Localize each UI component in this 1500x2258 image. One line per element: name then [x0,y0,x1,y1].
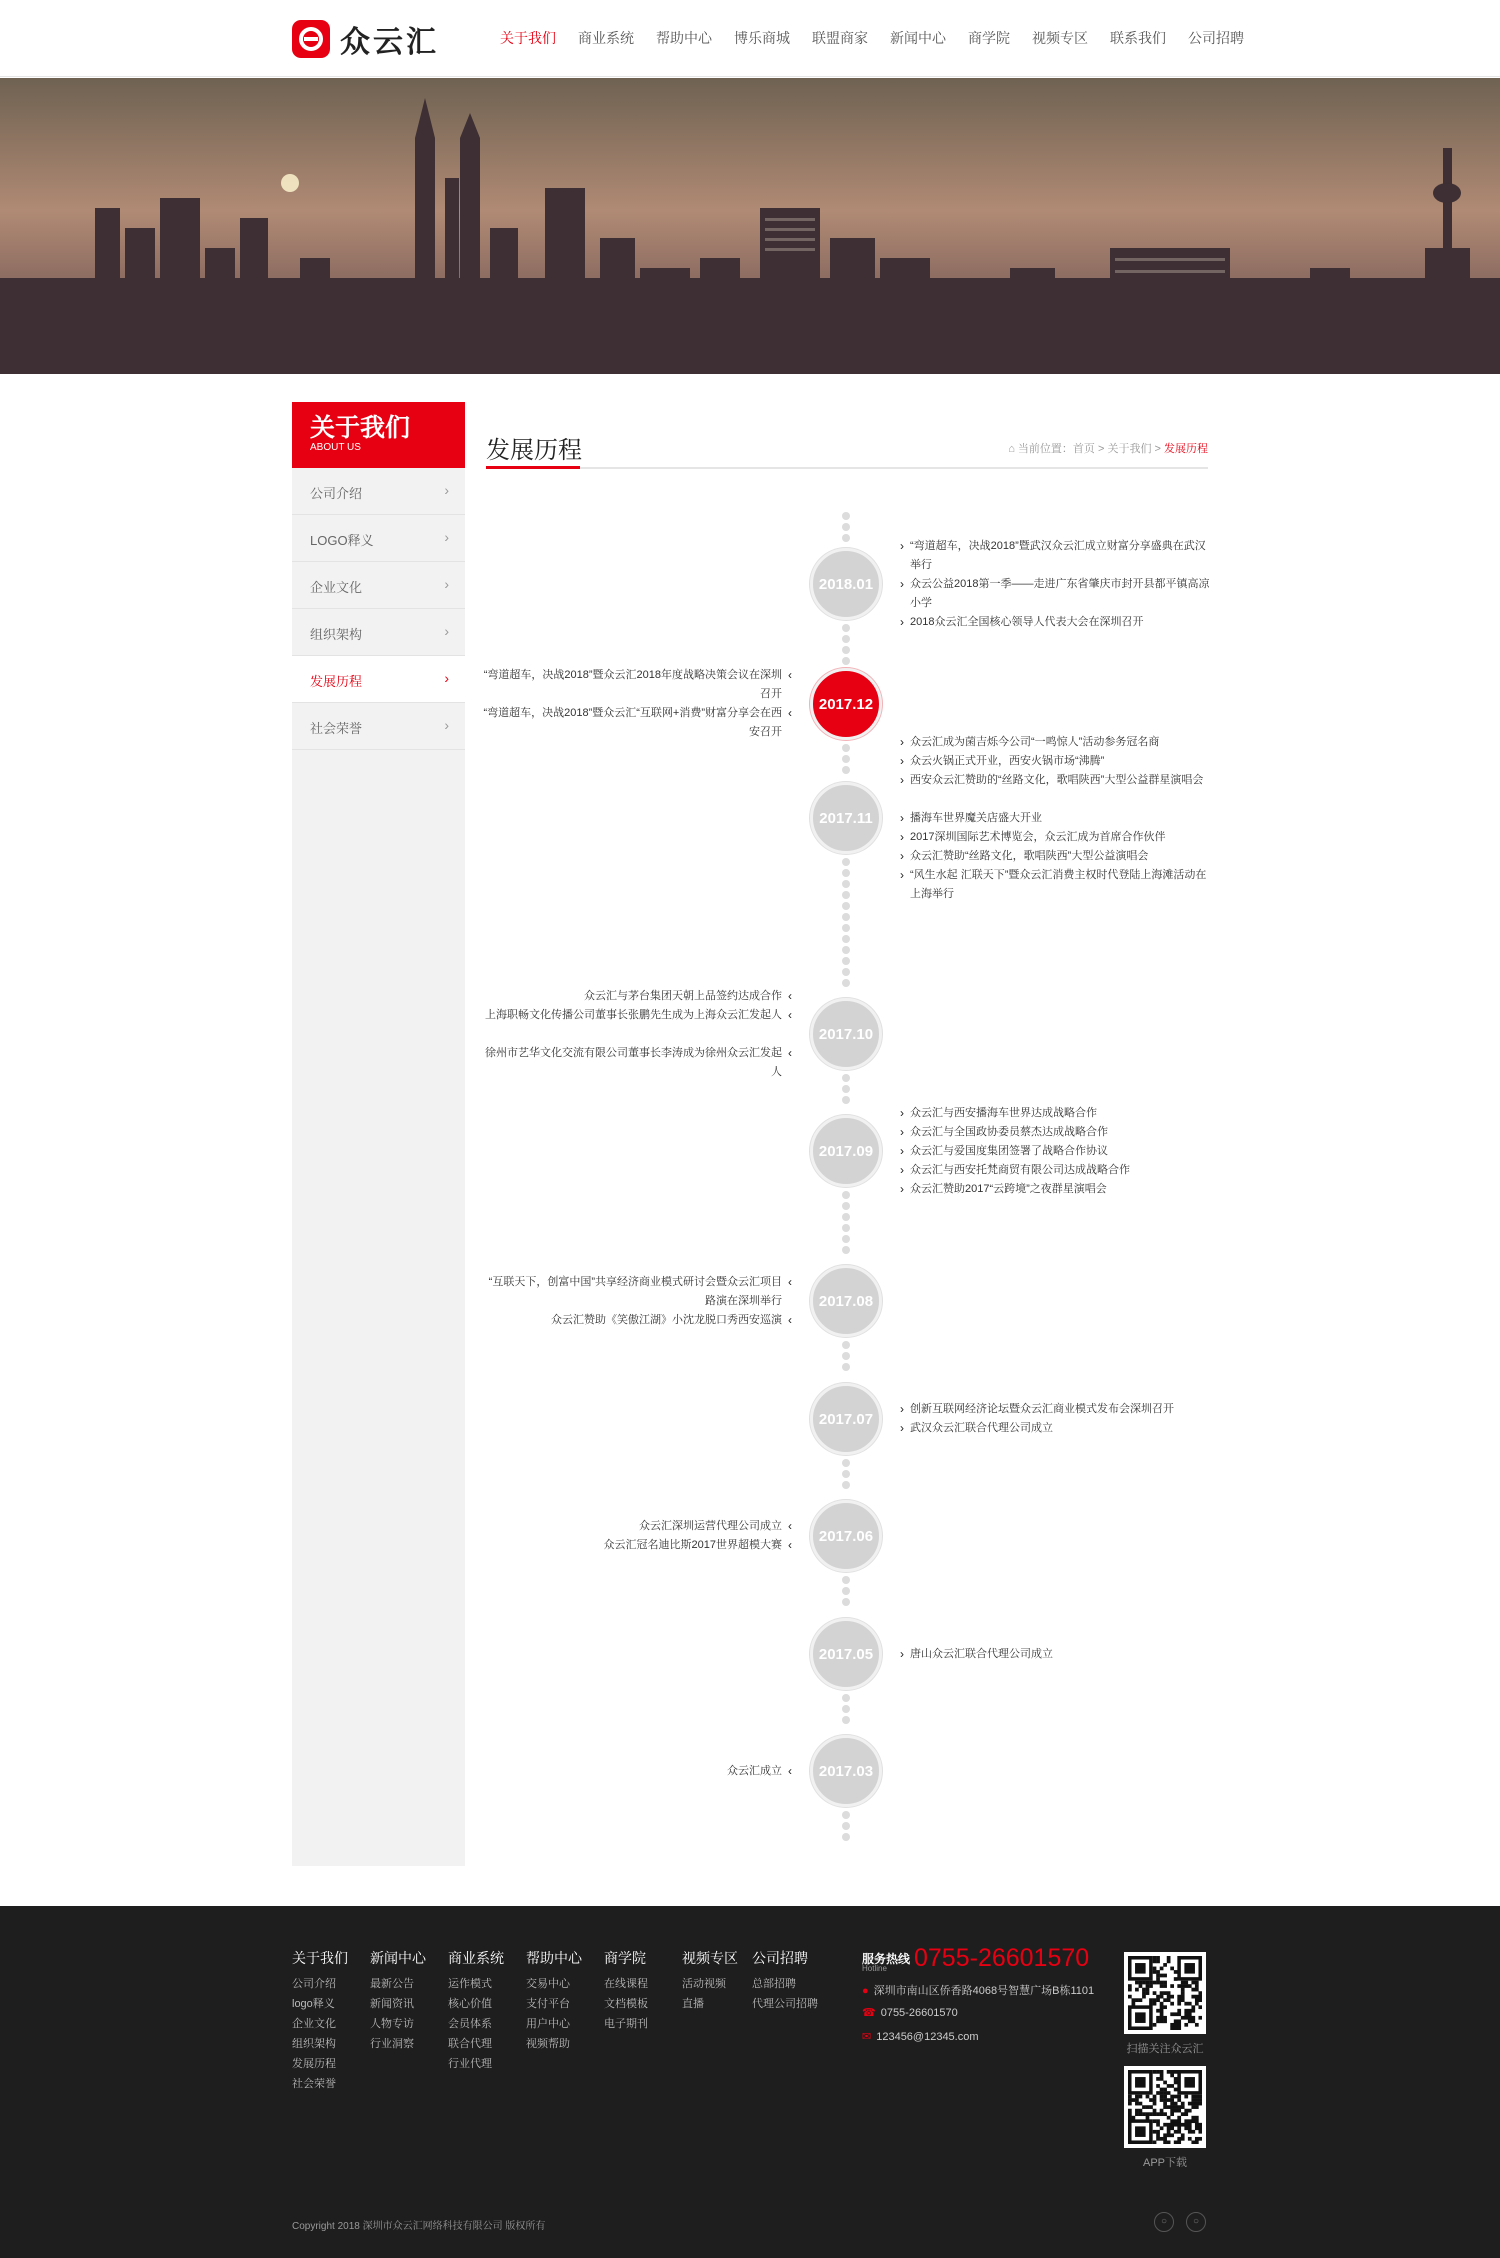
timeline-dot [842,913,850,921]
timeline-dot [842,1352,850,1360]
phone-text: 0755-26601570 [880,2007,958,2019]
timeline-event-text: 众云汇成为菌吉烁今公司“一鸣惊人”活动参务冠名商 [910,735,1160,748]
footer-link[interactable]: 组织架构 [292,2038,336,2050]
chevron-right-icon: › [900,848,904,863]
timeline-dot [842,1246,850,1254]
chevron-left-icon: ‹ [788,988,792,1003]
breadcrumb-home[interactable]: 首页 [1072,443,1095,455]
footer-link[interactable]: 会员体系 [448,2018,492,2030]
email-line [862,2030,979,2043]
timeline-dot [842,1224,850,1232]
timeline-event-text: 众云汇与西安托梵商贸有限公司达成战略合作 [910,1163,1130,1176]
timeline-dot [842,1716,850,1724]
footer-column-title[interactable]: 视频专区 [682,1950,738,1966]
sidebar-item-3[interactable] [292,609,465,656]
timeline-event-text: 众云汇与爱国度集团签署了战略合作协议 [910,1144,1108,1157]
timeline-dot [842,1694,850,1702]
breadcrumb-current: 发展历程 [1164,443,1208,455]
chevron-right-icon: › [444,623,449,639]
timeline-event [900,1104,1210,1123]
timeline-event-text: 众云汇赞助2017“云跨境”之夜群星演唱会 [910,1182,1107,1195]
footer-link[interactable]: 核心价值 [448,1998,492,2010]
footer-link[interactable]: 企业文化 [292,2018,336,2030]
timeline-event-text: 武汉众云汇联合代理公司成立 [910,1422,1053,1434]
chevron-right-icon: › [444,717,449,733]
footer-link[interactable]: 社会荣誉 [292,2078,336,2090]
timeline-dot [842,523,850,531]
timeline-dot [842,968,850,976]
chevron-right-icon: › [900,614,904,629]
sidebar-header [292,402,465,468]
footer-link[interactable]: 交易中心 [526,1978,570,1990]
timeline-event [900,866,1210,904]
footer-link[interactable]: 联合代理 [448,2038,492,2050]
timeline-event-text: 众云汇与西安播海车世界达成战略合作 [910,1106,1097,1119]
timeline-event [482,1517,792,1536]
sidebar-item-1[interactable] [292,515,465,562]
timeline-event-text: 众云火锅正式开业，西安火锅市场“沸腾” [910,754,1105,767]
timeline-event [482,1311,792,1330]
main-nav [500,28,1266,48]
timeline-date-node: 2017.06 [810,1500,882,1572]
timeline-dot [842,880,850,888]
timeline-event [482,1762,792,1781]
nav-item-2[interactable]: 帮助中心 [656,30,712,46]
footer-link[interactable]: 活动视频 [682,1978,726,1990]
app-qr-code [1124,2066,1206,2148]
footer-column [752,1948,818,2014]
timeline-date-node: 2017.03 [810,1735,882,1807]
timeline-event-text: “弯道超车，决战2018”暨众云汇2018年度战略决策会议在深圳召开 [483,669,782,700]
footer-link[interactable]: 运作模式 [448,1978,492,1990]
chevron-left-icon: ‹ [788,1045,792,1060]
footer-link[interactable]: 在线课程 [604,1978,648,1990]
city-skyline-image [0,78,1500,374]
chevron-right-icon: › [900,734,904,749]
timeline-dot [842,1598,850,1606]
timeline-dot [842,744,850,752]
email-text: 123456@12345.com [876,2031,979,2043]
chevron-right-icon: › [900,538,904,553]
timeline-dot [842,755,850,763]
page-title: 发展历程 [486,437,582,464]
timeline-dot [842,902,850,910]
footer-link[interactable]: 总部招聘 [752,1978,796,1990]
timeline-event [900,733,1210,752]
weibo-icon[interactable]: ○ [1186,2212,1206,2232]
timeline-event [482,1536,792,1555]
timeline-event-text: 2017深圳国际艺术博览会，众云汇成为首席合作伙伴 [910,830,1166,843]
footer [0,1906,1500,2258]
timeline-event-text: 众云公益2018第一季——走进广东省肇庆市封开县都平镇高凉小学 [910,577,1210,609]
chevron-left-icon: ‹ [788,1763,792,1778]
timeline-event [900,1180,1210,1199]
timeline-event [900,1123,1210,1142]
timeline-event-text: “弯道超车，决战2018”暨众云汇“互联网+消费”财富分享会在西安召开 [483,707,782,738]
timeline-dot [842,512,850,520]
chevron-right-icon: › [900,1105,904,1120]
breadcrumb-prefix: 当前位置： [1017,443,1073,455]
footer-link[interactable]: 支付平台 [526,1998,570,2010]
timeline-event-text: 播海车世界魔关店盛大开业 [910,811,1042,824]
timeline-dot [842,858,850,866]
footer-link[interactable]: 直播 [682,1998,704,2010]
sidebar-item-label: 社会荣誉 [310,721,363,736]
sidebar-title: 关于我们 [310,414,411,442]
timeline-event [482,1273,792,1311]
timeline-dot [842,935,850,943]
wechat-icon[interactable]: ○ [1154,2212,1174,2232]
timeline-event [482,666,792,704]
timeline-date-node: 2017.11 [810,782,882,854]
timeline-dot [842,979,850,987]
timeline-dot [842,1459,850,1467]
footer-link[interactable]: logo释义 [292,1998,335,2010]
timeline-dot [842,891,850,899]
timeline-dot [842,1587,850,1595]
timeline-event [900,1645,1210,1664]
footer-link[interactable]: 最新公告 [370,1978,414,1990]
logo-text: 众云汇 [340,26,439,59]
breadcrumb [1008,440,1208,456]
timeline-dot [842,1705,850,1713]
timeline-date-node: 2017.05 [810,1618,882,1690]
timeline-event-text: 众云汇成立 [727,1764,782,1777]
address-line [862,1982,1094,1998]
timeline-event-text: 西安众云汇赞助的“丝路文化，歌唱陕西”大型公益群星演唱会 [910,773,1204,786]
site-header [0,0,1500,77]
chevron-left-icon: ‹ [788,1519,792,1533]
chevron-right-icon: › [900,753,904,768]
sidebar-item-2[interactable] [292,562,465,609]
chevron-right-icon: › [900,829,904,844]
footer-link[interactable]: 文档模板 [604,1998,648,2010]
timeline-dot [842,1096,850,1104]
timeline-date-node: 2018.01 [810,548,882,620]
timeline-event-text: 上海职畅文化传播公司董事长张鹏先生成为上海众云汇发起人 [485,1008,782,1021]
chevron-right-icon: › [900,1162,904,1177]
sidebar-item-label: 发展历程 [310,674,363,689]
chevron-left-icon: ‹ [788,1007,792,1022]
timeline-dot [842,766,850,774]
timeline-dot [842,1235,850,1243]
footer-link[interactable]: 行业代理 [448,2058,492,2070]
breadcrumb-sep: > [1151,443,1164,455]
timeline-dot [842,869,850,877]
timeline-dot [842,924,850,932]
timeline-dot [842,957,850,965]
footer-column [682,1948,738,2014]
footer-link[interactable]: 行业洞察 [370,2038,414,2050]
chevron-right-icon: › [900,576,904,591]
timeline-dot [842,657,850,665]
footer-link[interactable]: 公司介绍 [292,1978,336,1990]
chevron-right-icon: › [444,576,449,592]
footer-column [604,1948,648,2034]
nav-item-5[interactable]: 新闻中心 [890,30,946,46]
hero-banner [0,78,1500,374]
chevron-left-icon: ‹ [788,1274,792,1289]
timeline-date-node: 2017.08 [810,1265,882,1337]
chevron-right-icon: › [900,867,904,882]
chevron-right-icon: › [444,482,449,498]
timeline-dot [842,534,850,542]
copyright: Copyright 2018 深圳市众云汇网络科技有限公司 版权所有 [292,2221,546,2232]
timeline-date-node: 2017.10 [810,998,882,1070]
title-divider [486,467,1208,469]
timeline-dot [842,1085,850,1093]
hotline-number: 0755-26601570 [914,1944,1090,1972]
footer-link[interactable]: 人物专访 [370,2018,414,2030]
footer-column [526,1948,582,2054]
timeline-event [900,1419,1210,1438]
timeline-dot [842,1341,850,1349]
nav-item-7[interactable]: 视频专区 [1032,30,1088,46]
timeline-event-text: “风生水起 汇联天下”暨众云汇消费主权时代登陆上海滩活动在上海举行 [910,868,1207,900]
logo[interactable] [292,19,439,59]
footer-link[interactable]: 发展历程 [292,2058,336,2070]
nav-item-3[interactable]: 博乐商城 [734,30,790,46]
timeline-event [900,752,1210,771]
footer-column-title[interactable]: 商学院 [604,1950,646,1966]
timeline-event [900,575,1210,613]
timeline-dot [842,1822,850,1830]
timeline-event [900,847,1210,866]
timeline-dot [842,624,850,632]
timeline-dot [842,1191,850,1199]
timeline-event-text: 众云汇与全国政协委员蔡杰达成战略合作 [910,1125,1108,1138]
footer-column [370,1948,426,2054]
footer-column-title[interactable]: 关于我们 [292,1950,348,1966]
timeline-event [482,1006,792,1025]
timeline-event-text: 唐山众云汇联合代理公司成立 [910,1647,1053,1660]
timeline-dot [842,1811,850,1819]
wechat-qr-code [1124,1952,1206,2034]
chevron-right-icon: › [900,1402,904,1416]
sidebar-item-4[interactable] [292,656,465,703]
chevron-left-icon: ‹ [788,1312,792,1327]
chevron-left-icon: ‹ [788,668,792,682]
timeline-dot [842,1074,850,1082]
chevron-right-icon: › [900,1181,904,1196]
timeline-event-text: 徐州市艺华文化交流有限公司董事长李涛成为徐州众云汇发起人 [485,1046,782,1078]
timeline-date-node: 2017.07 [810,1383,882,1455]
sidebar [292,402,465,1866]
breadcrumb-sep: > [1094,443,1108,455]
timeline-dot [842,1576,850,1584]
chevron-left-icon: ‹ [788,706,792,720]
sidebar-item-0[interactable] [292,468,465,515]
timeline-dot [842,1363,850,1371]
timeline-event [900,1400,1210,1419]
timeline-event [482,704,792,742]
timeline-event-text: 众云汇与茅台集团天朝上品签约达成合作 [584,989,782,1002]
footer-link[interactable]: 新闻资讯 [370,1998,414,2010]
timeline-date-node: 2017.12 [810,668,882,740]
sidebar-subtitle: ABOUT US [310,442,361,453]
footer-column-title[interactable]: 公司招聘 [752,1950,808,1966]
nav-item-8[interactable]: 联系我们 [1110,30,1166,46]
sidebar-item-5[interactable] [292,703,465,750]
timeline-event [482,987,792,1006]
chevron-right-icon: › [900,1646,904,1661]
footer-column-title[interactable]: 帮助中心 [526,1950,582,1966]
phone-line [862,2006,958,2019]
timeline-dot [842,646,850,654]
qr1-caption: 扫描关注众云汇 [1126,2043,1204,2055]
timeline-event-text: 众云汇冠名迪比斯2017世界超模大赛 [603,1539,782,1551]
sidebar-item-label: 企业文化 [310,580,363,595]
location-icon: ● [862,1985,869,1997]
timeline-dot [842,1213,850,1221]
timeline-event [900,537,1210,575]
sidebar-item-label: 组织架构 [310,627,363,642]
timeline-dot [842,1202,850,1210]
nav-item-4[interactable]: 联盟商家 [812,30,868,46]
timeline-date-node: 2017.09 [810,1115,882,1187]
footer-column-title[interactable]: 商业系统 [448,1950,504,1966]
timeline-event [900,828,1210,847]
footer-link[interactable]: 代理公司招聘 [752,1998,818,2010]
timeline-event-text: 众云汇赞助《笑傲江湖》小沈龙脱口秀西安巡演 [551,1313,782,1326]
chevron-right-icon: › [444,529,449,545]
timeline-event [900,809,1210,828]
phone-icon: ☎ [862,2007,876,2019]
footer-column [292,1948,348,2094]
sidebar-item-label: LOGO释义 [310,533,374,548]
footer-link[interactable]: 电子期刊 [604,2018,648,2030]
chevron-left-icon: ‹ [788,1538,792,1552]
chevron-right-icon: › [900,810,904,825]
timeline-event-text: “互联天下，创富中国”共享经济商业模式研讨会暨众云汇项目路演在深圳举行 [488,1275,782,1307]
chevron-right-icon: › [444,670,449,686]
timeline-event [900,613,1210,632]
nav-item-6[interactable]: 商学院 [968,30,1010,46]
chevron-right-icon: › [900,1143,904,1158]
title-underline [486,466,580,469]
chevron-right-icon: › [900,1421,904,1435]
chevron-right-icon: › [900,772,904,787]
hotline-sublabel: Hotline [862,1964,887,1973]
footer-column [448,1948,504,2074]
chevron-right-icon: › [900,1124,904,1139]
timeline-dot [842,946,850,954]
timeline-event [482,1044,792,1082]
timeline-event [900,1161,1210,1180]
qr2-caption: APP下载 [1142,2157,1187,2169]
footer-link[interactable]: 用户中心 [526,2018,570,2030]
timeline-dot [842,1470,850,1478]
nav-item-1[interactable]: 商业系统 [578,30,634,46]
address-text: 深圳市南山区侨香路4068号智慧广场B栋1101 [873,1985,1095,1997]
timeline-dot [842,635,850,643]
breadcrumb-parent[interactable]: 关于我们 [1107,443,1152,455]
timeline-event-text: 2018众云汇全国核心领导人代表大会在深圳召开 [910,615,1144,628]
timeline-dot [842,1481,850,1489]
timeline-dot [842,1833,850,1841]
timeline-event-text: 众云汇赞助“丝路文化，歌唱陕西”大型公益演唱会 [910,849,1149,862]
footer-column-title[interactable]: 新闻中心 [370,1950,426,1966]
timeline-event-text: 众云汇深圳运营代理公司成立 [639,1520,782,1532]
timeline-event-text: “弯道超车，决战2018”暨武汉众云汇成立财富分享盛典在武汉举行 [910,539,1206,571]
timeline-event [900,1142,1210,1161]
home-icon: ⌂ [1008,443,1015,455]
footer-link[interactable]: 视频帮助 [526,2038,570,2050]
timeline-event-text: 创新互联网经济论坛暨众云汇商业模式发布会深圳召开 [910,1403,1174,1415]
logo-icon [292,20,330,58]
sidebar-menu [292,468,465,750]
sidebar-item-label: 公司介绍 [310,486,363,501]
hotline-label: 服务热线 [862,1952,911,1966]
nav-item-0[interactable]: 关于我们 [500,30,556,46]
nav-item-9[interactable]: 公司招聘 [1188,30,1244,46]
mail-icon: ✉ [862,2031,872,2043]
timeline-event [900,771,1210,790]
